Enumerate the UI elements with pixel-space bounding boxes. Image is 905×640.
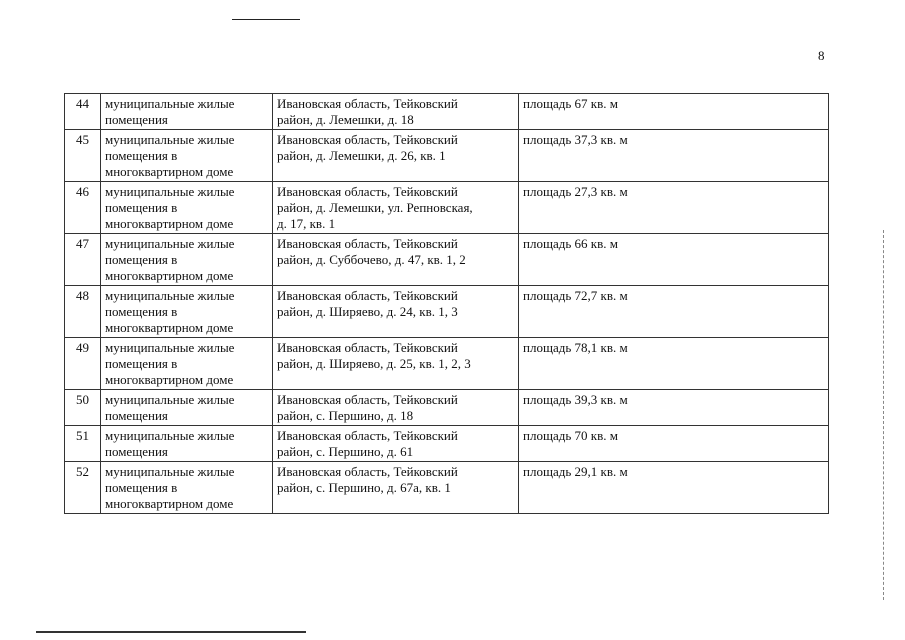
property-name-text: муниципальные жилые помещения в многоквартирном доме — [105, 184, 235, 231]
table-row — [65, 94, 829, 130]
table-row — [65, 130, 829, 182]
property-name — [101, 338, 273, 390]
row-number: 44 — [65, 94, 101, 130]
property-address — [273, 182, 519, 234]
property-area: площадь 72,7 кв. м — [519, 286, 829, 338]
property-area: площадь 29,1 кв. м — [519, 462, 829, 514]
property-name-text: муниципальные жилые помещения — [105, 96, 235, 127]
property-area: площадь 37,3 кв. м — [519, 130, 829, 182]
property-name-text: муниципальные жилые помещения в многоквартирном доме — [105, 340, 235, 387]
property-address-text: Ивановская область, Тейковский район, д. Лемешки, д. 18 — [277, 96, 458, 127]
scan-edge-marks — [883, 230, 884, 600]
property-address — [273, 338, 519, 390]
table-row — [65, 390, 829, 426]
property-name — [101, 94, 273, 130]
property-name-text: муниципальные жилые помещения в многоквартирном доме — [105, 288, 235, 335]
property-area: площадь 78,1 кв. м — [519, 338, 829, 390]
property-area: площадь 66 кв. м — [519, 234, 829, 286]
table-row — [65, 234, 829, 286]
property-address-text: Ивановская область, Тейковский район, д. Лемешки, д. 26, кв. 1 — [277, 132, 458, 163]
row-number: 52 — [65, 462, 101, 514]
property-name-text: муниципальные жилые помещения — [105, 428, 235, 459]
property-area: площадь 70 кв. м — [519, 426, 829, 462]
table-row — [65, 182, 829, 234]
row-number: 48 — [65, 286, 101, 338]
row-number: 47 — [65, 234, 101, 286]
property-address — [273, 426, 519, 462]
property-address — [273, 390, 519, 426]
bottom-rule — [36, 631, 306, 633]
property-name-text: муниципальные жилые помещения в многоквартирном доме — [105, 132, 235, 179]
table-row — [65, 338, 829, 390]
property-address — [273, 234, 519, 286]
property-address-text: Ивановская область, Тейковский район, с. Першино, д. 61 — [277, 428, 458, 459]
top-rule — [232, 19, 300, 20]
property-address — [273, 130, 519, 182]
property-address-text: Ивановская область, Тейковский район, д. Лемешки, ул. Репновская, д. 17, кв. 1 — [277, 184, 473, 231]
property-name-text: муниципальные жилые помещения — [105, 392, 235, 423]
property-address — [273, 94, 519, 130]
table-row — [65, 462, 829, 514]
property-address-text: Ивановская область, Тейковский район, с. Першино, д. 67а, кв. 1 — [277, 464, 458, 495]
property-name — [101, 390, 273, 426]
property-name — [101, 426, 273, 462]
property-name — [101, 130, 273, 182]
page-number: 8 — [818, 48, 825, 63]
property-area: площадь 27,3 кв. м — [519, 182, 829, 234]
row-number: 51 — [65, 426, 101, 462]
table-row — [65, 286, 829, 338]
property-table — [64, 93, 829, 514]
property-name — [101, 182, 273, 234]
property-name-text: муниципальные жилые помещения в многоквартирном доме — [105, 464, 235, 511]
property-address-text: Ивановская область, Тейковский район, д. Суббочево, д. 47, кв. 1, 2 — [277, 236, 466, 267]
table-row — [65, 426, 829, 462]
property-address — [273, 462, 519, 514]
row-number: 46 — [65, 182, 101, 234]
property-name — [101, 462, 273, 514]
property-area: площадь 67 кв. м — [519, 94, 829, 130]
property-address-text: Ивановская область, Тейковский район, с. Першино, д. 18 — [277, 392, 458, 423]
property-name — [101, 234, 273, 286]
property-area: площадь 39,3 кв. м — [519, 390, 829, 426]
property-name-text: муниципальные жилые помещения в многоквартирном доме — [105, 236, 235, 283]
row-number: 45 — [65, 130, 101, 182]
property-name — [101, 286, 273, 338]
property-address — [273, 286, 519, 338]
row-number: 50 — [65, 390, 101, 426]
property-address-text: Ивановская область, Тейковский район, д. Ширяево, д. 24, кв. 1, 3 — [277, 288, 458, 319]
property-address-text: Ивановская область, Тейковский район, д. Ширяево, д. 25, кв. 1, 2, 3 — [277, 340, 471, 371]
row-number: 49 — [65, 338, 101, 390]
property-table-body — [65, 94, 829, 514]
